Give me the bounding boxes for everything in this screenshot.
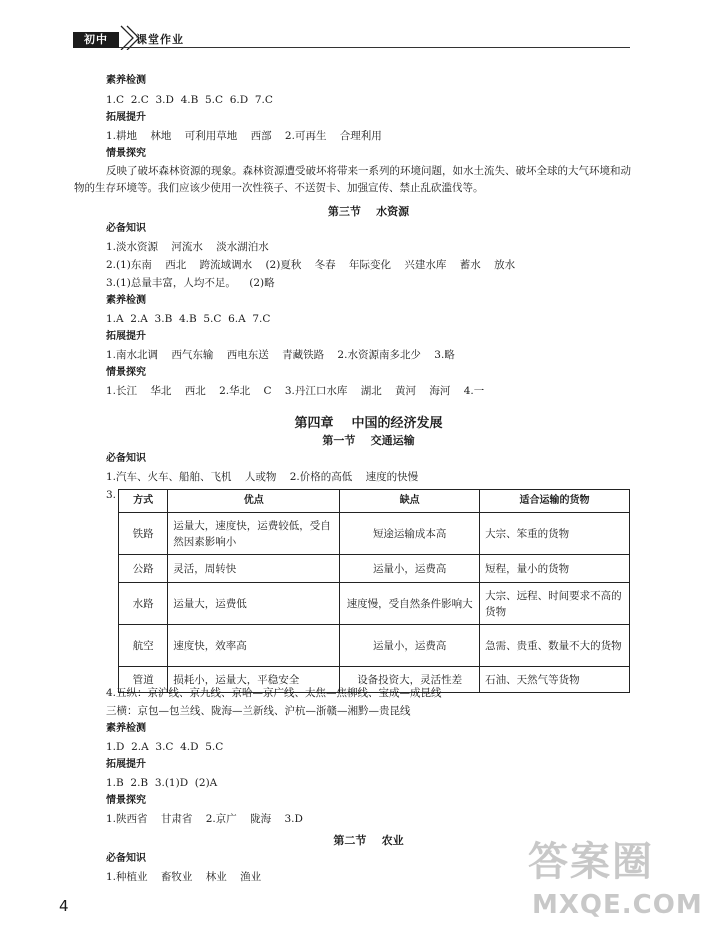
s2-suyang-answers: 1.A 2.A 3.B 4.B 5.C 6.A 7.C [106, 313, 271, 325]
table-row [119, 513, 630, 555]
table-cell: 管道 [119, 667, 168, 693]
table-header-row [119, 490, 630, 513]
s2-qingjing-answers: 1.长江 华北 西北 2.华北 C 3.丹江口水库 湖北 黄河 海河 4.一 [106, 385, 485, 397]
table-row [119, 583, 630, 625]
table-cell: 大宗、远程、时间要求不高的货物 [480, 583, 630, 625]
table-cell: 石油、天然气等货物 [480, 667, 630, 693]
s2-bibei-1: 1.淡水资源 河流水 淡水湖泊水 [106, 241, 269, 253]
c-tuozhan-answers: 1.B 2.B 3.(1)D (2)A [106, 777, 218, 789]
table-cell: 运量大，运费低 [168, 583, 340, 625]
s2-bibei-label: 必备知识 [106, 223, 146, 234]
c-bibei-1: 1.汽车、火车、船舶、飞机 人或物 2.价格的高低 速度的快慢 [106, 471, 419, 483]
table-row [119, 625, 630, 667]
watermark [528, 830, 703, 926]
table-cell: 急需、贵重、数量不大的货物 [480, 625, 630, 667]
s1-suyang-answers: 1.C 2.C 3.D 4.B 5.C 6.D 7.C [106, 94, 273, 106]
s1-suyang-label: 素养检测 [106, 75, 146, 86]
section-title-agriculture: 第二节 农业 [333, 834, 404, 847]
table-cell: 运量小，运费高 [340, 555, 480, 583]
c2-bibei-label: 必备知识 [106, 853, 146, 864]
s2-tuozhan-label: 拓展提升 [106, 331, 146, 342]
table-cell: 航空 [119, 625, 168, 667]
s2-bibei-2: 2.(1)东南 西北 跨流域调水 (2)夏秋 冬春 年际变化 兴建水库 蓄水 放水 [106, 259, 516, 271]
header-rule [119, 47, 630, 48]
section-title-transport: 第一节 交通运输 [322, 434, 415, 447]
table-cell: 运量大，速度快，运费较低，受自然因素影响小 [168, 513, 340, 555]
c-qingjing-answers: 1.陕西省 甘肃省 2.京广 陇海 3.D [106, 813, 303, 825]
table-header-cell: 缺点 [340, 490, 480, 513]
c-suyang-label: 素养检测 [106, 723, 146, 734]
page-header [73, 18, 630, 48]
header-grade-tag: 初中 [73, 32, 119, 48]
table-header-cell: 方式 [119, 490, 168, 513]
table-cell: 水路 [119, 583, 168, 625]
c-bibei-3: 3. [106, 489, 117, 501]
table-header-cell: 优点 [168, 490, 340, 513]
chapter-title: 第四章 中国的经济发展 [294, 416, 443, 431]
s2-tuozhan-answers: 1.南水北调 西气东输 西电东送 青藏铁路 2.水资源南多北少 3.略 [106, 349, 455, 361]
c-bibei-4b: 三横：京包—包兰线、陇海—兰新线、沪杭—浙赣—湘黔—贵昆线 [106, 705, 411, 717]
table-cell: 公路 [119, 555, 168, 583]
s1-qingjing-label: 情景探究 [106, 148, 146, 159]
table-cell: 灵活，周转快 [168, 555, 340, 583]
table-cell: 速度快，效率高 [168, 625, 340, 667]
c-tuozhan-label: 拓展提升 [106, 759, 146, 770]
s1-tuozhan-label: 拓展提升 [106, 112, 146, 123]
section-title-water: 第三节 水资源 [327, 205, 410, 218]
table-cell: 大宗、笨重的货物 [480, 513, 630, 555]
s1-tuozhan-answers: 1.耕地 林地 可利用草地 西部 2.可再生 合理利用 [106, 130, 382, 142]
c-bibei-label: 必备知识 [106, 453, 146, 464]
c-qingjing-label: 情景探究 [106, 795, 146, 806]
s2-qingjing-label: 情景探究 [106, 367, 146, 378]
table-cell: 短程，量小的货物 [480, 555, 630, 583]
s2-bibei-3: 3.(1)总量丰富，人均不足。 (2)略 [106, 277, 275, 289]
table-cell: 损耗小，运量大，平稳安全 [168, 667, 340, 693]
transport-table [118, 489, 630, 693]
s2-suyang-label: 素养检测 [106, 295, 146, 306]
table-header-cell: 适合运输的货物 [480, 490, 630, 513]
table-cell: 速度慢，受自然条件影响大 [340, 583, 480, 625]
table-cell: 铁路 [119, 513, 168, 555]
s1-qingjing-text: 反映了破坏森林资源的现象。森林资源遭受破坏将带来一系列的环境问题，如水土流失、破坏全球的大气环境和动物的生存环境等。我们应该少使用一次性筷子、不送贺卡、加强宣传、禁止乱砍滥伐等。 [74, 165, 631, 194]
table-cell: 运量小，运费高 [340, 625, 480, 667]
c-bibei-4a: 4.五纵：京沪线、京九线、京哈—京广线、太焦—焦柳线、宝成—成昆线 [106, 687, 442, 699]
watermark-logo-text: 答案圈 [528, 839, 654, 885]
header-title: 课堂作业 [136, 33, 184, 46]
watermark-url: MXQE.COM [532, 890, 703, 920]
c-suyang-answers: 1.D 2.A 3.C 4.D 5.C [106, 741, 224, 753]
table-row [119, 555, 630, 583]
table-cell: 设备投资大，灵活性差 [340, 667, 480, 693]
c2-bibei-1: 1.种植业 畜牧业 林业 渔业 [106, 871, 262, 883]
table-cell: 短途运输成本高 [340, 513, 480, 555]
page-number: 4 [59, 897, 69, 915]
